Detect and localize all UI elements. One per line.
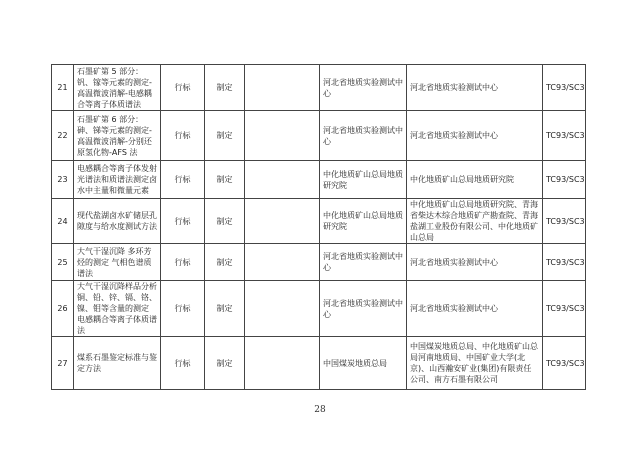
committee-code: TC93/SC3 xyxy=(543,199,586,244)
row-number: 26 xyxy=(52,281,74,337)
table-row xyxy=(52,161,586,199)
table-row xyxy=(52,111,586,161)
standard-action: 制定 xyxy=(205,199,245,244)
participating-units: 中化地质矿山总局地质研究院 xyxy=(407,161,543,199)
row-number: 27 xyxy=(52,337,74,390)
participating-units: 河北省地质实验测试中心 xyxy=(407,111,543,161)
blank-cell xyxy=(245,199,320,244)
table-row xyxy=(52,199,586,244)
committee-code: TC93/SC3 xyxy=(543,161,586,199)
blank-cell xyxy=(245,281,320,337)
participating-units: 河北省地质实验测试中心 xyxy=(407,244,543,281)
standard-type: 行标 xyxy=(161,161,205,199)
standard-action: 制定 xyxy=(205,111,245,161)
row-number: 25 xyxy=(52,244,74,281)
standard-action: 制定 xyxy=(205,65,245,111)
committee-code: TC93/SC3 xyxy=(543,244,586,281)
standard-action: 制定 xyxy=(205,244,245,281)
standards-table xyxy=(51,64,586,390)
standard-name: 现代盐湖卤水矿储层孔隙度与给水度测试方法 xyxy=(74,199,161,244)
row-number: 24 xyxy=(52,199,74,244)
blank-cell xyxy=(245,244,320,281)
page-number: 28 xyxy=(314,405,326,415)
standard-name: 煤系石墨鉴定标准与鉴定方法 xyxy=(74,337,161,390)
standard-type: 行标 xyxy=(161,281,205,337)
standard-name: 石墨矿第 5 部分：钒、镓等元素的测定-高温微波消解-电感耦合等离子体质谱法 xyxy=(74,65,161,111)
standard-action: 制定 xyxy=(205,337,245,390)
standard-type: 行标 xyxy=(161,244,205,281)
table-row xyxy=(52,65,586,111)
standard-action: 制定 xyxy=(205,281,245,337)
standard-name: 电感耦合等离子体发射光谱法和质谱法测定卤水中主量和微量元素 xyxy=(74,161,161,199)
drafting-unit: 中化地质矿山总局地质研究院 xyxy=(320,199,407,244)
blank-cell xyxy=(245,111,320,161)
drafting-unit: 河北省地质实验测试中心 xyxy=(320,65,407,111)
table-row xyxy=(52,244,586,281)
standard-type: 行标 xyxy=(161,199,205,244)
standard-name: 大气干湿沉降 多环芳烃的测定 气相色谱质谱法 xyxy=(74,244,161,281)
drafting-unit: 河北省地质实验测试中心 xyxy=(320,244,407,281)
standard-name: 大气干湿沉降样品分析 铜、铅、锌、镉、铬、镍、钼等含量的测定 电感耦合等离子体质谱法 xyxy=(74,281,161,337)
standard-type: 行标 xyxy=(161,111,205,161)
committee-code: TC93/SC3 xyxy=(543,281,586,337)
committee-code: TC93/SC3 xyxy=(543,111,586,161)
participating-units: 中化地质矿山总局地质研究院、青海省柴达木综合地质矿产勘查院、青海盐湖工业股份有限公司、中化地质矿山总局 xyxy=(407,199,543,244)
standard-action: 制定 xyxy=(205,161,245,199)
participating-units: 河北省地质实验测试中心 xyxy=(407,65,543,111)
committee-code: TC93/SC3 xyxy=(543,337,586,390)
standard-type: 行标 xyxy=(161,65,205,111)
row-number: 22 xyxy=(52,111,74,161)
committee-code: TC93/SC3 xyxy=(543,65,586,111)
table-row xyxy=(52,337,586,390)
row-number: 23 xyxy=(52,161,74,199)
standard-type: 行标 xyxy=(161,337,205,390)
standard-name: 石墨矿第 6 部分：砷、锑等元素的测定-高温微波消解-分别还原氢化物-AFS 法 xyxy=(74,111,161,161)
row-number: 21 xyxy=(52,65,74,111)
table-row xyxy=(52,281,586,337)
participating-units: 河北省地质实验测试中心 xyxy=(407,281,543,337)
drafting-unit: 中化地质矿山总局地质研究院 xyxy=(320,161,407,199)
drafting-unit: 河北省地质实验测试中心 xyxy=(320,281,407,337)
blank-cell xyxy=(245,161,320,199)
drafting-unit: 河北省地质实验测试中心 xyxy=(320,111,407,161)
drafting-unit: 中国煤炭地质总局 xyxy=(320,337,407,390)
blank-cell xyxy=(245,337,320,390)
blank-cell xyxy=(245,65,320,111)
participating-units: 中国煤炭地质总局、中化地质矿山总局河南地质局、中国矿业大学(北京)、山西瀚安矿业(集团)有限责任公司、南方石墨有限公司 xyxy=(407,337,543,390)
